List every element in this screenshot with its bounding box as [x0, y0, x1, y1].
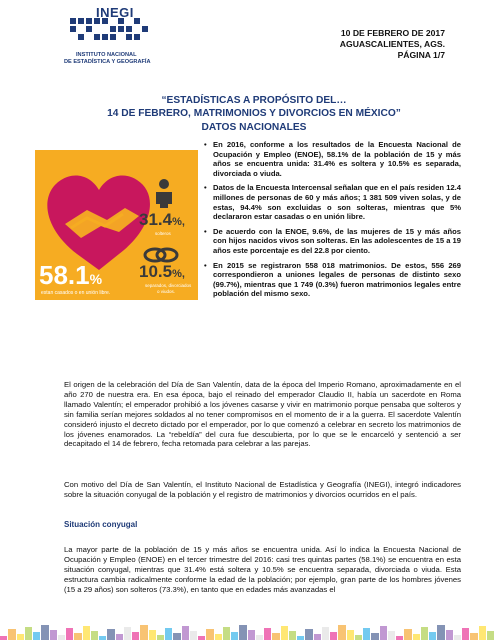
footer-stripe [305, 629, 312, 640]
footer-stripe [272, 633, 279, 640]
footer-stripe [33, 632, 40, 640]
footer-stripe [173, 633, 180, 640]
footer-stripe [487, 631, 494, 640]
footer-stripe [215, 634, 222, 640]
inegi-logo [64, 4, 154, 82]
married-caption: estan casados o en unión libre. [41, 290, 111, 296]
footer-stripe [132, 632, 139, 640]
footer-stripe [338, 625, 345, 640]
separated-value: 10.5 [139, 262, 173, 281]
list-item [204, 227, 461, 256]
footer-stripe [91, 631, 98, 640]
footer-stripe [0, 636, 7, 640]
footer-stripe [223, 627, 230, 640]
footer-stripe [355, 635, 362, 640]
logo-subtitle-line2: DE ESTADÍSTICA Y GEOGRAFÍA [64, 59, 151, 65]
footer-stripe [256, 635, 263, 640]
document-title [64, 95, 444, 120]
footer-stripe [124, 627, 131, 640]
bullet-icon: • [204, 260, 207, 270]
footer-stripe [281, 626, 288, 640]
separated-caption [145, 283, 191, 294]
title-line2: 14 DE FEBRERO, MATRIMONIOS Y DIVORCIOS EN MÉXICO” [107, 107, 401, 119]
footer-stripe [413, 634, 420, 640]
document-subtitle: DATOS NACIONALES [201, 122, 307, 133]
key-facts-list [204, 140, 461, 304]
footer-stripe [347, 630, 354, 640]
footer-stripe [58, 635, 65, 640]
footer-stripe [462, 628, 469, 640]
title-line1: “ESTADÍSTICAS A PROPÓSITO DEL… [161, 95, 347, 106]
footer-stripe [239, 625, 246, 640]
bullet-icon: • [204, 226, 207, 236]
separated-caption-line1: separados, divorciados [145, 283, 192, 288]
bullet-icon: • [204, 140, 207, 149]
footer-stripe [182, 626, 189, 640]
list-item [204, 140, 461, 178]
footer-stripe [437, 625, 444, 640]
footer-stripe [149, 630, 156, 640]
bullet-icon: • [204, 183, 207, 193]
footer-stripe [404, 629, 411, 640]
footer-stripe [396, 636, 403, 640]
header-date: 10 DE FEBRERO DE 2017 [340, 28, 445, 38]
footer-stripe [231, 632, 238, 640]
footer-stripe [140, 625, 147, 640]
footer-stripe [470, 633, 477, 640]
footer-stripe [107, 629, 114, 640]
footer-stripe [25, 627, 32, 640]
footer-stripe [165, 628, 172, 640]
married-unit: % [89, 271, 103, 287]
single-unit: %, [172, 216, 185, 228]
logo-wordmark: INEGI [96, 5, 134, 20]
footer-stripe [371, 633, 378, 640]
footer-stripe [421, 627, 428, 640]
bullet-text: En 2016, conforme a los resultados de la Encuesta Nacional de Ocupación y Empleo (ENOE), 58.1% de la población de 15 y más años se encuentra unida: 31.4% es soltera y 10.5% es separada, divorciada o viuda. [213, 140, 461, 178]
footer-stripe [314, 634, 321, 640]
footer-stripe [363, 628, 370, 640]
document-header [340, 28, 445, 61]
header-location: AGUASCALIENTES, AGS. [339, 39, 445, 49]
footer-stripe [66, 628, 73, 640]
list-item [204, 261, 461, 299]
footer-stripe [157, 635, 164, 640]
origin-paragraph: El origen de la celebración del Día de San Valentín, data de la época del Imperio Romano, aproximadamente en el año 270 de nuestra era. En esa época, bajo el reinado del emperador Claudio II, había un sacerdote en Roma llamado Valentín; el emperador prohibió a los jóvenes casarse y vivir en matrimonio porque pensaba que solteros y sin familia serían mejores soldados al no tener compromisos en el momento de ir a la guerra. El sacerdote Valentín consideró injusto el decreto dictado por el emperador, por lo que comenzó a celebrar en secreto los matrimonios de los jóvenes enamorados. La “rebeldía” del cura fue descubierta, por lo que se le encarceló y sentenció a ser decapitado el 14 de febrero, fecha retomada para celebrar a las parejas. [64, 380, 461, 449]
footer-stripe [446, 630, 453, 640]
marital-status-infographic [35, 150, 198, 300]
footer-stripe [116, 634, 123, 640]
footer-stripe [41, 625, 48, 640]
single-caption: solteros [155, 231, 171, 236]
footer-stripe [297, 636, 304, 640]
bullet-text: De acuerdo con la ENOE, 9.6%, de las mujeres de 15 y más años con hijos nacidos vivos son solteras. En las adolescentes de 15 a 19 años este porcentaje es del 22.8 por ciento. [213, 226, 461, 255]
footer-stripe [429, 632, 436, 640]
footer-stripe [248, 630, 255, 640]
married-stat [39, 260, 102, 291]
footer-stripe [8, 629, 15, 640]
footer-stripe [17, 634, 24, 640]
footer-stripe [83, 626, 90, 640]
footer-stripe [322, 627, 329, 640]
separated-caption-line2: o viudos. [157, 288, 176, 294]
footer-stripe [380, 626, 387, 640]
logo-subtitle [64, 52, 184, 66]
logo-subtitle-line1: INSTITUTO NACIONAL [76, 52, 137, 58]
footer-stripe [330, 632, 337, 640]
conjugal-paragraph: La mayor parte de la población de 15 y más años se encuentra unida. Así lo indica la Encuesta Nacional de Ocupación y Empleo (ENOE) en el tercer trimestre del 2016: casi tres quintas partes (58.1%) se encuentra en esta situación conyugal, mientras que 31.4% está soltera y 10.5% se encuentra separada, divorciada o viuda. Esta estructura cambia radicalmente conforme la edad de la población; por ejemplo, gran parte de los hombres jóvenes (15 a 29 años) son solteros (73.3%), en tanto que en edades más avanzadas el [64, 545, 461, 594]
footer-color-bar [0, 624, 495, 640]
footer-stripe [289, 631, 296, 640]
footer-stripe [190, 631, 197, 640]
section-heading: Situación conyugal [64, 520, 138, 529]
footer-stripe [50, 630, 57, 640]
footer-stripe [74, 633, 81, 640]
footer-stripe [479, 626, 486, 640]
bullet-text: En 2015 se registraron 558 018 matrimonios. De estos, 556 269 correspondieron a uniones legales de personas de distinto sexo (99.7%), mientras que 1 749 (0.3%) fueron matrimonios legales entre población del mismo sexo. [213, 260, 461, 299]
bullet-text: Datos de la Encuesta Intercensal señalan que en el país residen 12.4 millones de personas de 60 y más años; 1 381 509 viven solas, y de estas, 94.4% son excluidas o son solteras, mientras que 5% declararon estar casadas o en unión libre. [213, 183, 461, 222]
motive-paragraph: Con motivo del Día de San Valentín, el Instituto Nacional de Estadística y Geografía (INEGI), integró indicadores sobre la situación conyugal de la población y el registro de matrimonios y divorcios ocurridos en el país. [64, 480, 461, 499]
list-item [204, 183, 461, 221]
person-icon [153, 178, 175, 208]
single-stat [139, 210, 185, 230]
footer-stripe [198, 636, 205, 640]
footer-stripe [206, 629, 213, 640]
footer-stripe [454, 635, 461, 640]
footer-stripe [264, 628, 271, 640]
header-page: PÁGINA 1/7 [397, 50, 445, 60]
married-value: 58.1 [39, 260, 90, 290]
separated-unit: %, [172, 268, 185, 280]
footer-stripe [99, 636, 106, 640]
footer-stripe [388, 631, 395, 640]
single-value: 31.4 [139, 210, 173, 229]
separated-stat [139, 262, 185, 282]
